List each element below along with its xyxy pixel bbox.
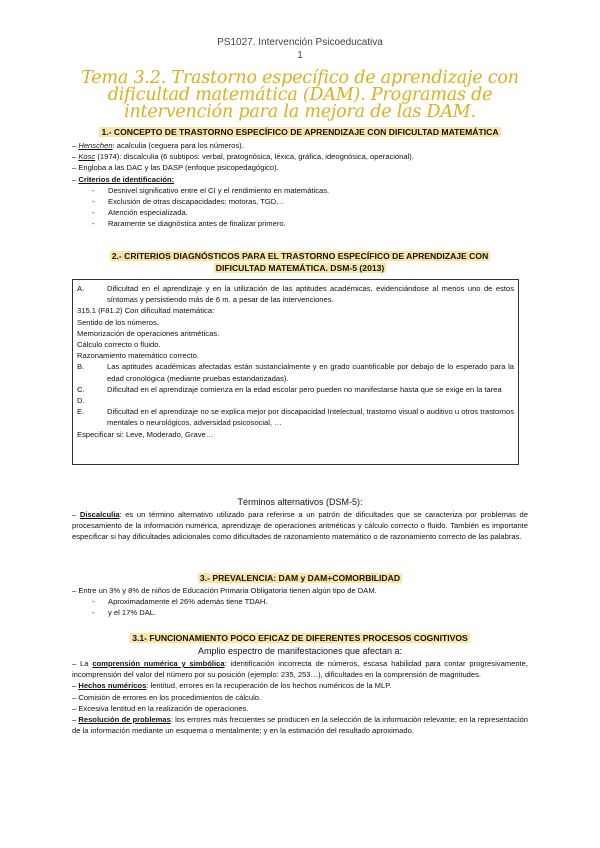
errores-line: – Comisión de errores en los procedimientos de cálculo. — [72, 692, 262, 702]
course-title: PS1027. Intervención Psicoeducativa — [217, 37, 383, 48]
criterion-b: B. Las aptitudes académicas afectadas están sustancialmente y en grado cuantificable por debajo de lo esperado para la edad cronológica (mediante pruebas estandarizadas). — [77, 362, 514, 383]
page-header — [0, 36, 600, 62]
section31-subheading: Amplio espectro de manifestaciones que afectan a: — [197, 646, 403, 656]
section1-body — [72, 140, 528, 230]
engloba-line: – Engloba a las DAC y las DASP (enfoque psicopedagógico). — [72, 163, 279, 173]
section31-body — [72, 658, 528, 736]
dsm5-criteria-box — [72, 279, 519, 465]
criterion-c: C. Dificultad en el aprendizaje comienza en la edad escolar pero pueden no manifestarse hasta que se exige en la tarea — [77, 384, 502, 394]
henschen-line: – Henschen: acalculia (ceguera para los números). — [72, 141, 244, 150]
criteria-item: - Atención especializada. — [72, 207, 528, 218]
diagnostic-code: 315.1 (F81.2) Con dificultad matemática: — [77, 306, 215, 316]
lentitud-line: – Excesiva lentitud en la realización de operaciones. — [72, 703, 249, 713]
section3-body — [72, 585, 528, 619]
severity-specifier: Especificar si: Leve, Moderado, Grave… — [77, 429, 214, 439]
section31-heading: 3.1- FUNCIONAMIENTO POCO EFICAZ DE DIFERENTES PROCESOS COGNITIVOS — [132, 633, 468, 643]
kosc-line: – Kosc (1974): discalculia (6 subtipos: verbal, pratognósica, léxica, gráfica, ideognósica, operacional). — [72, 152, 414, 162]
criterion-d: D. — [77, 396, 85, 406]
alt-terms-body: – Discalculia: es un término alternativo utilizado para referirse a un patrón de dificultades que se caracteriza por problemas de procesamiento de la información numérica, aprendizaje de operaciones aritméticas y cálculo correcto o fluido. También es importante especificar si hay dificultades adicionales como dificultades de razonamiento matemático o de razonamiento correcto de las palabras. — [72, 510, 528, 542]
criterion-a-item: Sentido de los números. — [77, 317, 159, 327]
criteria-item: - Raramente se diagnóstica antes de finalizar primero. — [72, 218, 528, 229]
resolucion-line: – Resolución de problemas: los errores más frecuentes se producen en la selección de la información relevante; en la representación de la información mediante un esquema o mentalmente; y en la estimación del resultado aproximado. — [72, 715, 528, 736]
criteria-item: - Desnivel significativo entre el CI y el rendimiento en matemáticas. — [72, 185, 528, 196]
criteria-item: - Exclusión de otras discapacidades: motoras, TGD… — [72, 196, 528, 207]
comprension-line: – La comprensión numérica y simbólica: identificación incorrecta de números, escasa habilidad para contar progresivamente, incomprensión del valor del número por su posición (ejemplo: 235, 253…), dificultades en la comprensión de magnitudes. — [72, 659, 529, 680]
criterion-a-item: Razonamiento matemático correcto. — [77, 351, 199, 361]
section1-heading: 1.- CONCEPTO DE TRASTORNO ESPECÍFICO DE APRENDIZAJE CON DIFICULTAD MATEMÁTICA — [101, 127, 499, 137]
alt-terms-heading: Términos alternativos (DSM-5): — [237, 497, 363, 507]
criterion-a-item: Cálculo correcto o fluido. — [77, 340, 161, 350]
section2-heading: 2.- CRITERIOS DIAGNÓSTICOS PARA EL TRASTORNO ESPECÍFICO DE APRENDIZAJE CON DIFICULTAD MATEMÁTICA. DSM-5 (2013) — [111, 251, 489, 273]
section3-heading: 3.- PREVALENCIA: DAM y DAM+COMORBILIDAD — [199, 573, 401, 583]
prevalence-line: – Entre un 3% y 8% de niños de Educación Primaria Obligatoria tienen algún tipo de DAM. — [72, 586, 377, 595]
document-title: Tema 3.2. Trastorno específico de aprendizaje con dificultad matemática (DAM). Programas de intervención para la mejora de las DAM. — [81, 68, 519, 122]
page-number: 1 — [297, 50, 303, 61]
criterion-e: E. Dificultad en el aprendizaje no se explica mejor por discapacidad Intelectual, trastorno visual o auditivo u otros trastornos mentales o neurológicos, adversidad psicosocial, … — [77, 407, 514, 428]
criterion-a: A. Dificultad en el aprendizaje y en la utilización de las aptitudes académicas, evidenciándose al menos uno de estos síntomas y persistiendo más de 6 m. a pesar de las intervenciones. — [77, 284, 514, 305]
prevalence-item: - Aproximadamente el 26% además tiene TDAH. — [72, 596, 528, 607]
prevalence-item: - y el 17% DAL. — [72, 607, 528, 618]
criterion-a-item: Memorización de operaciones aritméticas. — [77, 328, 220, 338]
criteria-label-line: – Criterios de identificación: — [72, 174, 175, 184]
hechos-line: – Hechos numéricos: lentitud, errores en la recuperación de los hechos numéricos de la MLP. — [72, 681, 392, 691]
